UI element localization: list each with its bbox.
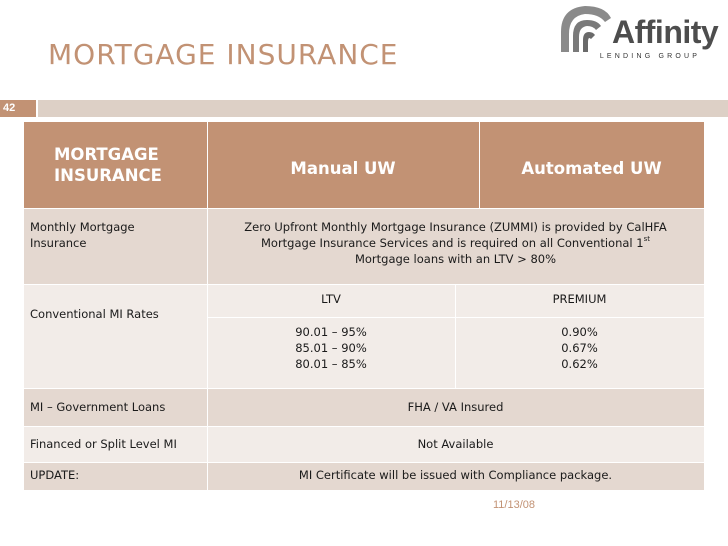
row-label-financed: Financed or Split Level MI [24, 426, 207, 462]
rates-ltv-values [207, 317, 455, 388]
ltv-value: 85.01 – 90% [295, 341, 367, 355]
row-label-update: UPDATE: [24, 462, 207, 490]
grid-line [479, 122, 480, 208]
rates-premium-header: PREMIUM [455, 284, 704, 317]
slide-date: 11/13/08 [493, 499, 536, 511]
financed-value: Not Available [207, 426, 704, 462]
rates-premium-values [455, 317, 704, 388]
government-value: FHA / VA Insured [207, 388, 704, 426]
ltv-value: 90.01 – 95% [295, 325, 367, 339]
monthly-label-line1: Monthly Mortgage [30, 220, 135, 234]
premium-value: 0.67% [561, 341, 598, 355]
monthly-text-line1: Zero Upfront Monthly Mortgage Insurance (ZUMMI) is provided by CalHFA [244, 220, 667, 234]
ltv-value: 80.01 – 85% [295, 357, 367, 371]
monthly-description [207, 208, 704, 284]
update-value: MI Certificate will be issued with Compliance package. [207, 462, 704, 490]
logo-tagline: LENDING GROUP [599, 53, 701, 60]
row-label-government: MI – Government Loans [24, 388, 207, 426]
grid-line [207, 122, 208, 490]
monthly-label-line2: Insurance [30, 236, 87, 250]
premium-value: 0.90% [561, 325, 598, 339]
logo-wordmark: Affinity [612, 14, 719, 50]
slide-title: MORTGAGE INSURANCE [48, 38, 399, 71]
grid-line [24, 426, 704, 427]
row-label-rates: Conventional MI Rates [24, 284, 207, 388]
header-col1-line1: MORTGAGE [54, 145, 159, 164]
monthly-text-line2-sup: st [643, 235, 651, 243]
monthly-text-line2-main: Mortgage Insurance Services and is required on all Conventional 1 [260, 236, 644, 250]
premium-value: 0.62% [561, 357, 598, 371]
header-manual-uw: Manual UW [207, 122, 479, 208]
title-divider-bar [38, 100, 728, 117]
header-mortgage-insurance [24, 122, 207, 208]
header-col1-line2: INSURANCE [54, 166, 162, 185]
header-automated-uw: Automated UW [479, 122, 704, 208]
grid-line [455, 284, 456, 388]
grid-line [24, 462, 704, 463]
row-label-monthly [24, 208, 207, 284]
logo-arch-icon [555, 2, 615, 54]
grid-line [207, 317, 704, 318]
grid-line [24, 284, 704, 285]
page-number-badge: 42 [0, 100, 36, 117]
monthly-text-line3: Mortgage loans with an LTV > 80% [354, 252, 557, 266]
company-logo [555, 2, 727, 72]
monthly-text-line2 [207, 235, 704, 251]
rates-ltv-header: LTV [207, 284, 455, 317]
grid-line [24, 208, 704, 209]
grid-line [24, 388, 704, 389]
